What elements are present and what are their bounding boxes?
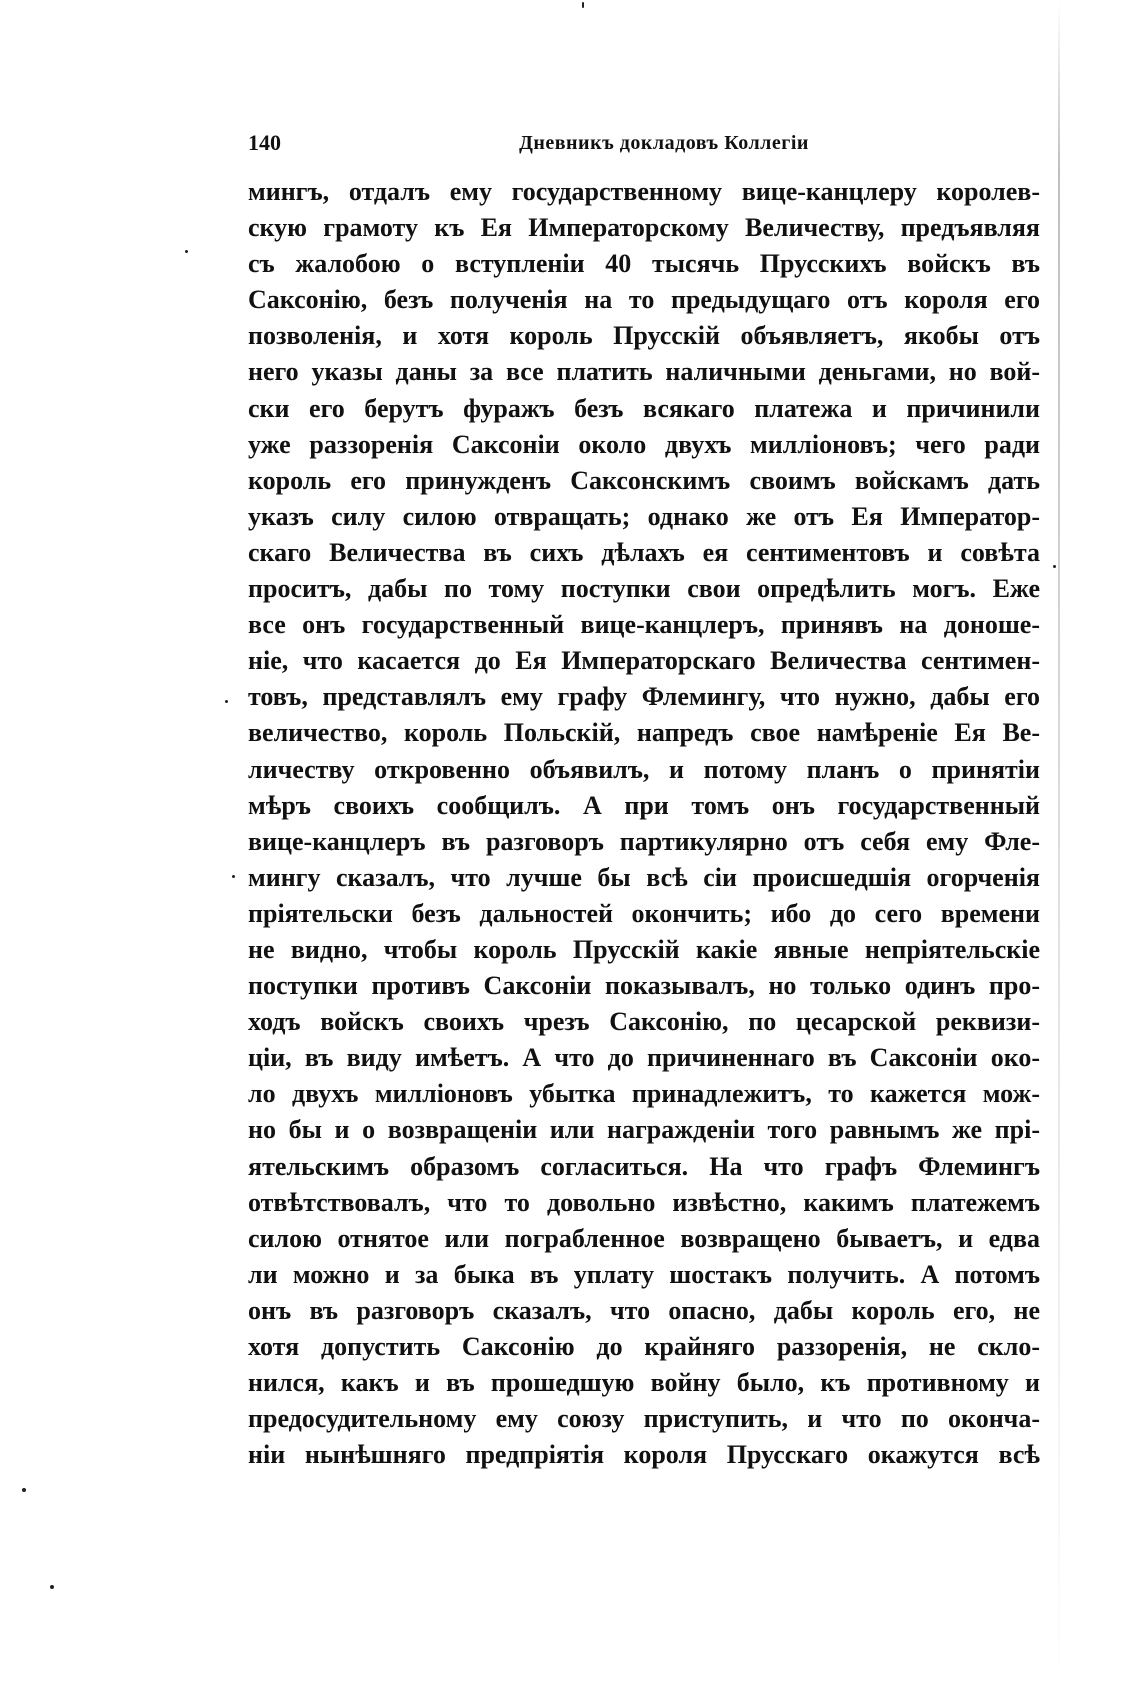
text-line: поступки противъ Саксоніи показывалъ, но только одинъ про- (248, 971, 1040, 1001)
text-line: ятельскимъ образомъ согласиться. На что графъ Флемингъ (248, 1151, 1040, 1181)
text-line: скаго Величества въ сихъ дѣлахъ ея сентиментовъ и совѣта (248, 537, 1040, 567)
scan-speck (1053, 565, 1056, 568)
text-line: ло двухъ милліоновъ убытка принадлежитъ, то кажется мож- (248, 1079, 1040, 1109)
text-line: мѣръ своихъ сообщилъ. А при томъ онъ государственный (248, 790, 1040, 820)
text-line: ходъ войскъ своихъ чрезъ Саксонію, по цесарской реквизи- (248, 1007, 1040, 1037)
text-line: но бы и о возвращеніи или награжденіи того равнымъ же прі- (248, 1115, 1040, 1145)
text-line: вице-канцлеръ въ разговоръ партикулярно отъ себя ему Фле- (248, 826, 1040, 856)
text-line: нился, какъ и въ прошедшую войну было, къ противному и (248, 1368, 1040, 1398)
text-line: пріятельски безъ дальностей окончить; ибо до сего времени (248, 898, 1040, 928)
scan-speck (582, 2, 584, 8)
text-line: позволенія, и хотя король Прусскій объявляетъ, якобы отъ (248, 321, 1040, 351)
text-line: все онъ государственный вице-канцлеръ, принявъ на доноше- (248, 610, 1040, 640)
running-head (248, 126, 1040, 160)
text-line: король его принужденъ Саксонскимъ своимъ войскамъ дать (248, 465, 1040, 495)
text-line: уже раззоренія Саксоніи около двухъ милліоновъ; чего ради (248, 429, 1040, 459)
text-line: ціи, въ виду имѣетъ. А что до причиненнаго въ Саксоніи око- (248, 1043, 1040, 1073)
text-line: ніи нынѣшняго предпріятія короля Прусскаго окажутся всѣ (248, 1440, 1040, 1470)
text-line: мингъ, отдалъ ему государственному вице-канцлеру королев- (248, 177, 1040, 206)
text-line: личеству откровенно объявилъ, и потому планъ о принятіи (248, 754, 1040, 784)
text-line: Саксонію, безъ полученія на то предыдущаго отъ короля его (248, 285, 1040, 315)
text-line: силою отнятое или пограбленное возвращено бываетъ, и едва (248, 1223, 1040, 1253)
text-line: предосудительному ему союзу приступить, и что по оконча- (248, 1404, 1040, 1434)
scan-speck (185, 250, 188, 253)
text-line: мингу сказалъ, что лучше бы всѣ сіи происшедшія огорченія (248, 862, 1040, 892)
scan-speck (50, 1585, 54, 1589)
text-line: отвѣтствовалъ, что то довольно извѣстно, какимъ платежемъ (248, 1187, 1040, 1217)
text-line: указъ силу силою отвращать; однако же отъ Ея Император- (248, 501, 1040, 531)
text-line: онъ въ разговоръ сказалъ, что опасно, дабы король его, не (248, 1295, 1040, 1325)
text-line: скую грамоту къ Ея Императорскому Величеству, предъявляя (248, 213, 1040, 243)
text-line: не видно, чтобы король Прусскій какіе явные непріятельскіе (248, 934, 1040, 964)
body-text (248, 174, 1040, 1473)
page-number: 140 (248, 130, 281, 155)
scan-speck (225, 700, 228, 703)
scan-speck (232, 875, 235, 878)
text-line: него указы даны за все платить наличными деньгами, но вой- (248, 357, 1040, 387)
scan-speck (22, 1488, 26, 1492)
text-line: хотя допустить Саксонію до крайняго раззоренія, не скло- (248, 1332, 1040, 1361)
text-line: товъ, представлялъ ему графу Флемингу, что нужно, дабы его (248, 682, 1040, 712)
text-line: величество, король Польскій, напредъ свое намѣреніе Ея Ве- (248, 718, 1040, 748)
text-line: ніе, что касается до Ея Императорскаго Величества сентимен- (248, 646, 1040, 676)
text-line: съ жалобою о вступленіи 40 тысячь Прусскихъ войскъ въ (248, 249, 1040, 279)
running-title: Дневникъ докладовъ Коллегіи (519, 132, 809, 154)
text-line: ли можно и за быка въ уплату шостакъ получить. А потомъ (248, 1259, 1040, 1289)
text-line: проситъ, дабы по тому поступки свои опредѣлить могъ. Еже (248, 574, 1040, 604)
scan-edge-shadow (1058, 0, 1060, 1707)
text-line: ски его берутъ фуражъ безъ всякаго платежа и причинили (248, 393, 1040, 423)
